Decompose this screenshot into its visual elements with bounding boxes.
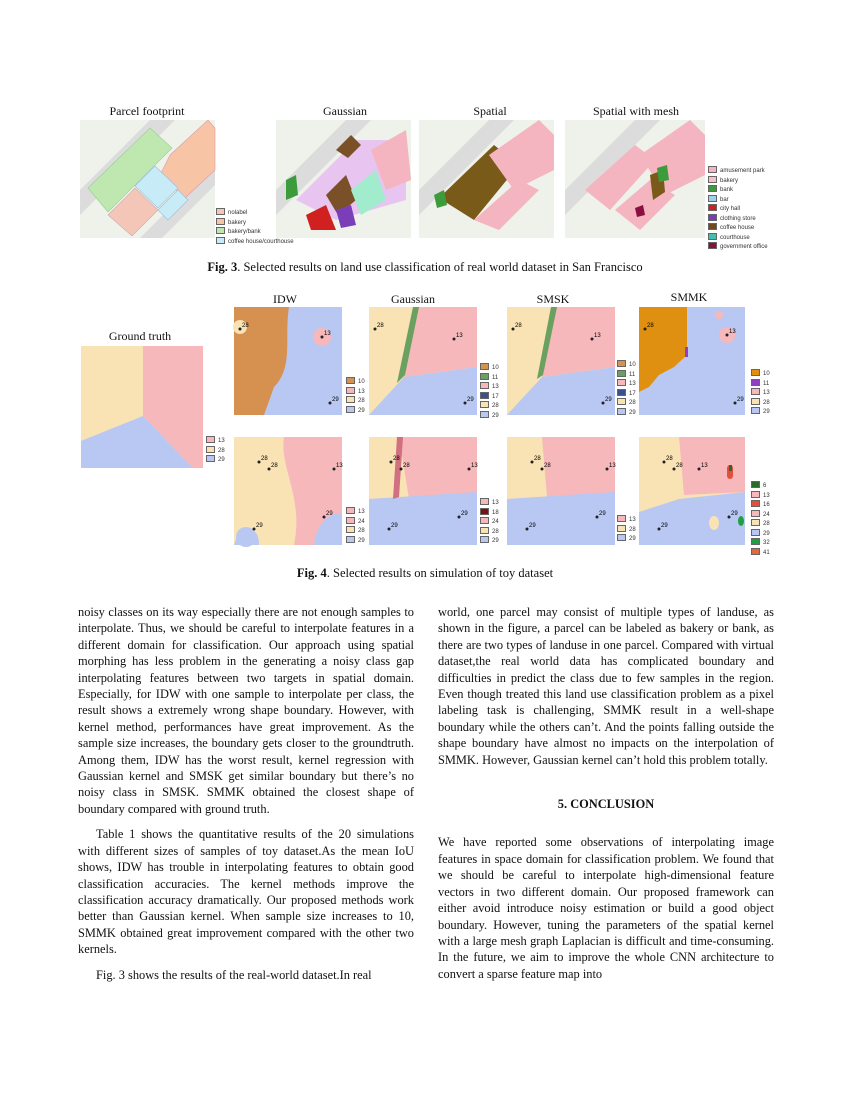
- ground-truth-legend-item: 13: [206, 436, 225, 446]
- legend-item: 11: [617, 370, 636, 380]
- legend-item: 41: [751, 548, 770, 558]
- legend-item: 28: [617, 525, 636, 535]
- left-paragraph-2: Table 1 shows the quantitative results of the 20 simulations with different sizes of samples of toy dataset.As the mean IoU shows, IDW has trouble in interpolating features to obtain good classification accuracies. The kernel methods improve the classification accuracy dramatically. Our proposed methods work better than Gaussian kernel. When sample size increases to 10, SMMK obtained great improvement compared with the other two kernels.: [78, 827, 414, 957]
- svg-text:13: 13: [336, 463, 343, 469]
- legend-item: 29: [751, 529, 770, 539]
- svg-text:13: 13: [324, 331, 331, 337]
- svg-text:28: 28: [261, 456, 268, 462]
- legend-item: 13: [480, 382, 499, 392]
- gaussian-map-top: [369, 307, 477, 415]
- svg-text:28: 28: [515, 323, 522, 329]
- right-paragraph-1: world, one parcel may consist of multiple types of landuse, as shown in the figure, a parcel can be labeled as bakery or bank, as there are two types of landuse in one parcel. Compared with virtual dataset,the real world data has complicated boundary and difficulties in predict the class due to few samples in the region. Even though treated this land use classification problem as a pixel labeling task is challenging, SMMK result in a well-shape boundary while the others can’t. And the points falling outside the shape boundary have almost no impacts on the interpolation of SMMK. However, Gaussian kernel can’t hold this problem totally.: [438, 605, 774, 767]
- left-column: [78, 604, 414, 983]
- fig3-legend-right-item: courthouse: [708, 233, 768, 243]
- smsk-map-bottom: [507, 437, 615, 545]
- svg-text:29: 29: [256, 523, 263, 529]
- legend-item: 28: [346, 396, 365, 406]
- section-title: 5. CONCLUSION: [557, 797, 655, 812]
- legend-item: 28: [480, 527, 499, 537]
- svg-text:28: 28: [271, 463, 278, 469]
- fig4-title-smsk: SMSK: [536, 292, 570, 306]
- fig3-title-parcel: Parcel footprint: [109, 104, 185, 118]
- fig3-legend-right-item: amusement park: [708, 166, 768, 176]
- svg-text:13: 13: [729, 329, 736, 335]
- fig3-caption-text: . Selected results on land use classification of real world dataset in San Francisco: [237, 260, 643, 274]
- svg-text:13: 13: [594, 333, 601, 339]
- fig3-title-mesh: Spatial with mesh: [593, 104, 679, 118]
- legend-item: 6: [751, 481, 770, 491]
- legend-item: 10: [480, 363, 499, 373]
- fig4-title-idw: IDW: [273, 292, 297, 306]
- legend-item: 28: [751, 398, 770, 408]
- fig3-legend-left-item: coffee house/courthouse: [216, 237, 294, 247]
- fig4-caption-label: Fig. 4: [296, 566, 327, 580]
- legend-item: 13: [617, 515, 636, 525]
- fig3-legend-left-item: bakery/bank: [216, 227, 294, 237]
- legend-item: 13: [751, 491, 770, 501]
- right-column: [438, 604, 774, 982]
- svg-text:29: 29: [529, 523, 536, 529]
- svg-text:29: 29: [332, 397, 339, 403]
- svg-text:29: 29: [599, 511, 606, 517]
- svg-text:29: 29: [731, 511, 738, 517]
- svg-text:28: 28: [647, 323, 654, 329]
- left-paragraph-1: noisy classes on its way especially there are not enough samples to interpolate. Thus, we should be careful to interpolate features in a different domain for classification. Our approach using spatial morphing has less problem in the generating a noisy class gap interpolating features between two targets in spatial domain. Especially, for IDW with one sample to interpolate per class, the result shows a extremely wrong shape boundary. However, with kernel method, performances have great improvement. As the sample size increases, the boundary gets closer to the groundtruth. Among them, IDW has the worst result, kernel regression with Gaussian kernel and SMSK get similar boundary but there’s no noisy class in SMSK. SMMK obtained the closest shape of boundary compared with ground truth.: [78, 605, 414, 816]
- legend-item: 13: [346, 387, 365, 397]
- fig3-map-parcel: [80, 120, 215, 238]
- legend-item: 13: [480, 498, 499, 508]
- svg-text:29: 29: [391, 523, 398, 529]
- idw-map-top: [234, 307, 342, 415]
- svg-text:29: 29: [326, 511, 333, 517]
- legend-item: 13: [751, 388, 770, 398]
- fig3-legend-right-item: bar: [708, 195, 768, 205]
- legend-item: 29: [480, 411, 499, 421]
- svg-text:29: 29: [467, 397, 474, 403]
- svg-text:29: 29: [737, 397, 744, 403]
- fig3-legend-left-item: nolabel: [216, 208, 294, 218]
- legend-item: 28: [346, 526, 365, 536]
- right-paragraph-2: We have reported some observations of interpolating image features in space domain for classification problem. We found that we should be careful to interpolate high-dimensional feature vectors in two different domain. Our proposed framework can either avoid introduce noisy estimation or build a good object boundary. However, tuning the parameters of the spatial kernel with a large mesh graph Laplacian is difficult and time-consuming. In the future, we aim to improve the whole CNN architecture to convert a sparse feature map into: [438, 835, 774, 981]
- fig3-legend-right-item: bank: [708, 185, 768, 195]
- legend-item: 17: [480, 392, 499, 402]
- ground-truth-title: Ground truth: [108, 329, 172, 343]
- svg-text:13: 13: [609, 463, 616, 469]
- ground-truth-legend-item: 29: [206, 455, 225, 465]
- legend-item: 16: [751, 500, 770, 510]
- legend-item: 28: [617, 398, 636, 408]
- legend-item: 24: [480, 517, 499, 527]
- fig3-legend-right-item: bakery: [708, 176, 768, 186]
- svg-text:28: 28: [666, 456, 673, 462]
- svg-text:28: 28: [534, 456, 541, 462]
- fig4-caption-text: . Selected results on simulation of toy dataset: [326, 566, 554, 580]
- fig3-caption-label: Fig. 3: [207, 260, 238, 274]
- fig3-caption: [0, 260, 850, 275]
- legend-item: 17: [617, 389, 636, 399]
- smsk-map-top: [507, 307, 615, 415]
- fig3-legend-right-item: clothing store: [708, 214, 768, 224]
- legend-item: 28: [480, 401, 499, 411]
- svg-text:28: 28: [393, 456, 400, 462]
- ground-truth-legend-item: 28: [206, 446, 225, 456]
- fig3-title-gaussian: Gaussian: [323, 104, 367, 118]
- ground-truth-map: [81, 346, 203, 468]
- fig3-legend-right-item: city hall: [708, 204, 768, 214]
- fig3-title-spatial: Spatial: [473, 104, 507, 118]
- left-paragraph-3: Fig. 3 shows the results of the real-world dataset.In real: [96, 967, 372, 982]
- svg-text:28: 28: [676, 463, 683, 469]
- svg-text:13: 13: [456, 333, 463, 339]
- legend-item: 18: [480, 508, 499, 518]
- fig4-caption: [0, 566, 850, 581]
- fig4-title-gaussian: Gaussian: [391, 292, 435, 306]
- svg-text:28: 28: [242, 323, 249, 329]
- fig3-legend-left-item: bakery: [216, 218, 294, 228]
- fig3-legend-right-item: coffee house: [708, 223, 768, 233]
- legend-item: 10: [751, 369, 770, 379]
- svg-text:29: 29: [605, 397, 612, 403]
- legend-item: 24: [346, 517, 365, 527]
- gaussian-map-bottom: [369, 437, 477, 545]
- svg-text:28: 28: [377, 323, 384, 329]
- legend-item: 10: [346, 377, 365, 387]
- idw-map-bottom: [234, 437, 342, 545]
- legend-item: 29: [617, 408, 636, 418]
- svg-text:28: 28: [403, 463, 410, 469]
- legend-item: 11: [480, 373, 499, 383]
- fig3-map-gaussian: [276, 120, 411, 238]
- legend-item: 13: [346, 507, 365, 517]
- svg-text:29: 29: [461, 511, 468, 517]
- smmk-map-top: [639, 307, 745, 415]
- legend-item: 29: [751, 407, 770, 417]
- legend-item: 10: [617, 360, 636, 370]
- legend-item: 24: [751, 510, 770, 520]
- legend-item: 13: [617, 379, 636, 389]
- smmk-map-bottom: [639, 437, 745, 545]
- legend-item: 32: [751, 538, 770, 548]
- legend-item: 11: [751, 379, 770, 389]
- legend-item: 29: [617, 534, 636, 544]
- svg-text:13: 13: [471, 463, 478, 469]
- legend-item: 29: [480, 536, 499, 546]
- fig3-map-spatial: [419, 120, 554, 238]
- legend-item: 29: [346, 406, 365, 416]
- svg-text:13: 13: [701, 463, 708, 469]
- fig4-title-smmk: SMMK: [670, 290, 708, 304]
- legend-item: 29: [346, 536, 365, 546]
- fig3-legend-right-item: government office: [708, 242, 768, 252]
- svg-text:29: 29: [661, 523, 668, 529]
- legend-item: 28: [751, 519, 770, 529]
- fig3-map-mesh: [565, 120, 705, 238]
- svg-text:28: 28: [544, 463, 551, 469]
